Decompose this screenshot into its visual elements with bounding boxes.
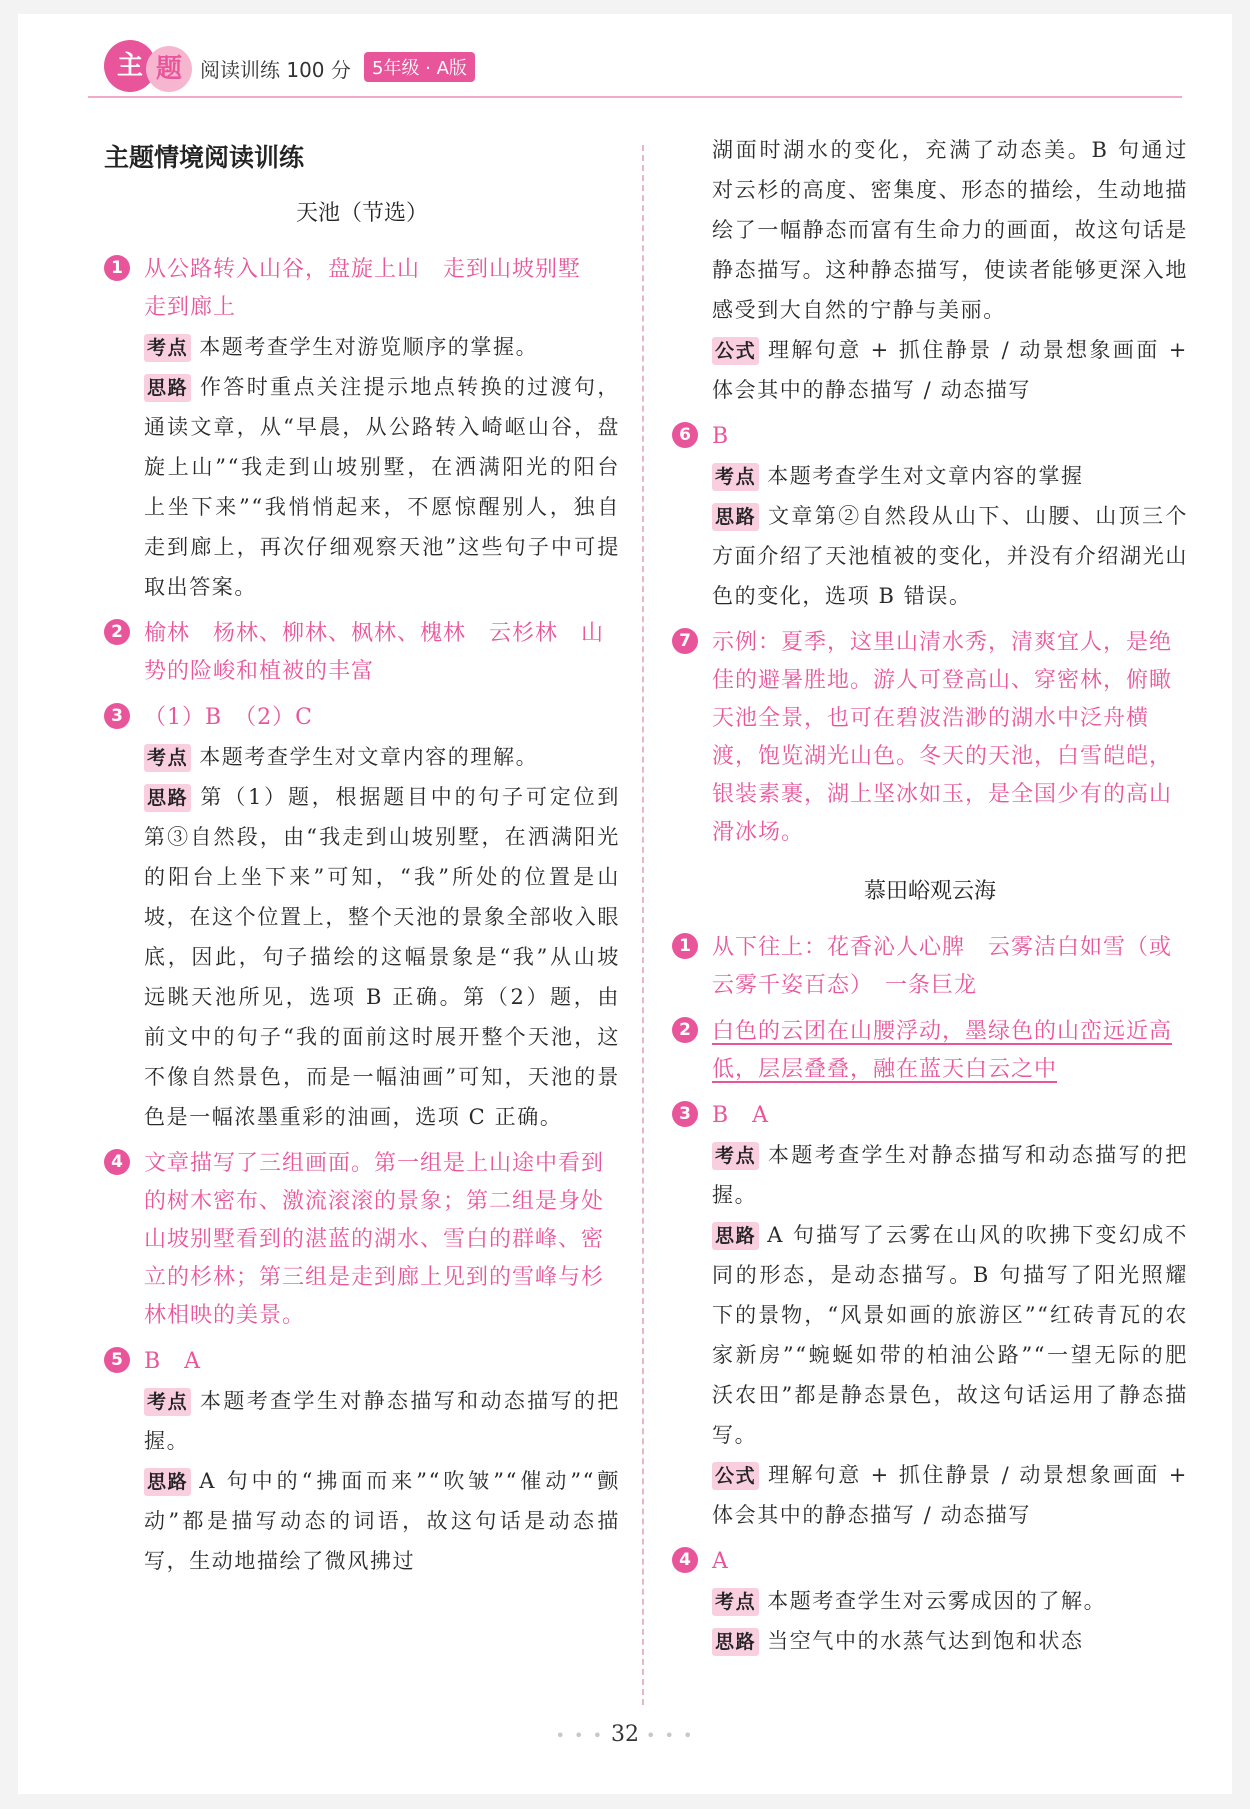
- question-number: 4: [104, 1149, 130, 1175]
- answer-text: 白色的云团在山腰浮动，墨绿色的山峦远近高低，层层叠叠，融在蓝天白云之中: [712, 1019, 1173, 1082]
- answer-item: [104, 251, 620, 607]
- answer-text: B A: [144, 1349, 202, 1374]
- question-number: 2: [672, 1017, 698, 1043]
- question-number: 7: [672, 628, 698, 654]
- kaodian-text: 本题考查学生对文章内容的掌握: [767, 464, 1084, 488]
- kaodian-text: 本题考查学生对静态描写和动态描写的把握。: [712, 1143, 1188, 1207]
- question-number: 3: [672, 1101, 698, 1127]
- silu-tag: 思路: [144, 784, 191, 812]
- question-number: 1: [104, 255, 130, 281]
- right-column: [672, 130, 1188, 1669]
- kaodian-paragraph: [144, 327, 620, 367]
- passage-title-mutianyu: 慕田峪观云海: [863, 879, 996, 904]
- answer-item: [672, 1097, 1188, 1535]
- kaodian-paragraph: [144, 1381, 620, 1461]
- grade-badge: 5年级 · A版: [364, 52, 475, 82]
- passage-title-tianchi: 天池（节选）: [295, 201, 428, 226]
- answer-item: [104, 615, 620, 691]
- answer-item: [672, 1013, 1188, 1089]
- kaodian-tag: 考点: [144, 744, 191, 772]
- continuation-block: [672, 130, 1188, 410]
- silu-paragraph: [144, 1461, 620, 1581]
- silu-text: 作答时重点关注提示地点转换的过渡句，通读文章，从“早晨，从公路转入崎岖山谷，盘旋上山”“我走到山坡别墅，在洒满阳光的阳台上坐下来”“我悄悄起来，不愿惊醒别人，独自走到廊上，再次仔细观察天池”这些句子中可提取出答案。: [144, 375, 620, 599]
- continuation-text: 湖面时湖水的变化，充满了动态美。B 句通过对云杉的高度、密集度、形态的描绘，生动地描绘了一幅静态而富有生命力的画面，故这句话是静态描写。这种静态描写，使读者能够更深入地感受到大自然的宁静与美丽。: [712, 138, 1188, 322]
- answer-text: 从公路转入山谷，盘旋上山 走到山坡别墅 走到廊上: [144, 257, 605, 320]
- kaodian-text: 本题考查学生对文章内容的理解。: [199, 745, 539, 769]
- page-number: 32: [611, 1722, 639, 1747]
- column-divider: [642, 145, 644, 1705]
- question-number: 5: [104, 1347, 130, 1373]
- question-number: 4: [672, 1547, 698, 1573]
- logo-badge-zhu: 主: [104, 40, 156, 92]
- answer-item: [672, 929, 1188, 1005]
- gongshi-paragraph: [712, 1455, 1188, 1535]
- gongshi-text: 理解句意 + 抓住静景 / 动景想象画面 + 体会其中的静态描写 / 动态描写: [712, 338, 1188, 402]
- page-header: [88, 40, 1182, 100]
- silu-paragraph: [712, 1215, 1188, 1455]
- answer-text: （1）B （2）C: [144, 705, 313, 730]
- answer-item: [104, 1343, 620, 1581]
- section-title: 主题情境阅读训练: [104, 143, 305, 172]
- answer-text: 榆林 杨林、柳林、枫林、槐林 云杉林 山势的险峻和植被的丰富: [144, 621, 605, 684]
- kaodian-tag: 考点: [144, 1388, 191, 1416]
- silu-paragraph: [144, 777, 620, 1137]
- silu-tag: 思路: [144, 1468, 191, 1496]
- kaodian-tag: 考点: [712, 1142, 759, 1170]
- silu-tag: 思路: [712, 1222, 759, 1250]
- kaodian-tag: 考点: [712, 463, 759, 491]
- gongshi-paragraph: [712, 330, 1188, 410]
- answer-text: 文章描写了三组画面。第一组是上山途中看到的树木密布、激流滚滚的景象；第二组是身处山坡别墅看到的湛蓝的湖水、雪白的群峰、密立的杉林；第三组是走到廊上见到的雪峰与杉林相映的美景。: [144, 1151, 605, 1328]
- silu-text: A 句描写了云雾在山风的吹拂下变幻成不同的形态，是动态描写。B 句描写了阳光照耀下的景物，“风景如画的旅游区”“红砖青瓦的农家新房”“蜿蜒如带的柏油公路”“一望无际的肥沃农田”都是静态景色，故这句话运用了静态描写。: [712, 1223, 1188, 1447]
- silu-paragraph: [144, 367, 620, 607]
- answer-text: A: [712, 1549, 729, 1574]
- kaodian-tag: 考点: [712, 1588, 759, 1616]
- left-column: [104, 130, 620, 1589]
- silu-text: A 句中的“拂面而来”“吹皱”“催动”“颤动”都是描写动态的词语，故这句话是动态描写，生动地描绘了微风拂过: [144, 1469, 620, 1573]
- question-number: 3: [104, 703, 130, 729]
- kaodian-paragraph: [712, 1135, 1188, 1215]
- answer-text: B A: [712, 1103, 770, 1128]
- page-footer: [0, 1722, 1250, 1747]
- kaodian-paragraph: [712, 456, 1188, 496]
- footer-dots-right: • • •: [646, 1726, 695, 1745]
- silu-text: 第（1）题，根据题目中的句子可定位到第③自然段，由“我走到山坡别墅，在洒满阳光的阳台上坐下来”可知，“我”所处的位置是山坡，在这个位置上，整个天池的景象全部收入眼底，因此，句子描绘的这幅景象是“我”从山坡远眺天池所见，选项 B 正确。第（2）题，由前文中的句子“我的面前这时展开整个天池，这不像自然景色，而是一幅油画”可知，天池的景色是一幅浓墨重彩的油画，选项 C 正确。: [144, 785, 620, 1129]
- question-number: 1: [672, 933, 698, 959]
- silu-tag: 思路: [144, 374, 191, 402]
- gongshi-tag: 公式: [712, 1462, 759, 1490]
- gongshi-text: 理解句意 + 抓住静景 / 动景想象画面 + 体会其中的静态描写 / 动态描写: [712, 1463, 1188, 1527]
- silu-text: 当空气中的水蒸气达到饱和状态: [767, 1629, 1084, 1653]
- kaodian-paragraph: [712, 1581, 1188, 1621]
- kaodian-text: 本题考查学生对游览顺序的掌握。: [199, 335, 539, 359]
- question-number: 2: [104, 619, 130, 645]
- gongshi-tag: 公式: [712, 337, 759, 365]
- answer-item: [672, 624, 1188, 852]
- silu-paragraph: [712, 496, 1188, 616]
- answer-text: B: [712, 424, 730, 449]
- header-divider: [88, 96, 1182, 98]
- kaodian-text: 本题考查学生对云雾成因的了解。: [767, 1589, 1107, 1613]
- footer-dots-left: • • •: [555, 1726, 604, 1745]
- question-number: 6: [672, 422, 698, 448]
- answer-item: [672, 1543, 1188, 1661]
- answer-text: 从下往上：花香沁人心脾 云雾洁白如雪（或云雾千姿百态） 一条巨龙: [712, 935, 1173, 998]
- kaodian-paragraph: [144, 737, 620, 777]
- book-title: 阅读训练 100 分: [200, 58, 351, 82]
- answer-item: [104, 699, 620, 1137]
- silu-paragraph: [712, 1621, 1188, 1661]
- silu-tag: 思路: [712, 503, 759, 531]
- logo-badge-ti: 题: [146, 46, 192, 92]
- kaodian-text: 本题考查学生对静态描写和动态描写的把握。: [144, 1389, 620, 1453]
- answer-item: [104, 1145, 620, 1335]
- answer-item: [672, 418, 1188, 616]
- kaodian-tag: 考点: [144, 334, 191, 362]
- answer-text: 示例：夏季，这里山清水秀，清爽宜人，是绝佳的避暑胜地。游人可登高山、穿密林，俯瞰天池全景，也可在碧波浩渺的湖水中泛舟横渡，饱览湖光山色。冬天的天池，白雪皑皑，银装素裹，湖上坚冰如玉，是全国少有的高山滑冰场。: [712, 630, 1173, 845]
- silu-text: 文章第②自然段从山下、山腰、山顶三个方面介绍了天池植被的变化，并没有介绍湖光山色的变化，选项 B 错误。: [712, 504, 1188, 608]
- silu-tag: 思路: [712, 1628, 759, 1656]
